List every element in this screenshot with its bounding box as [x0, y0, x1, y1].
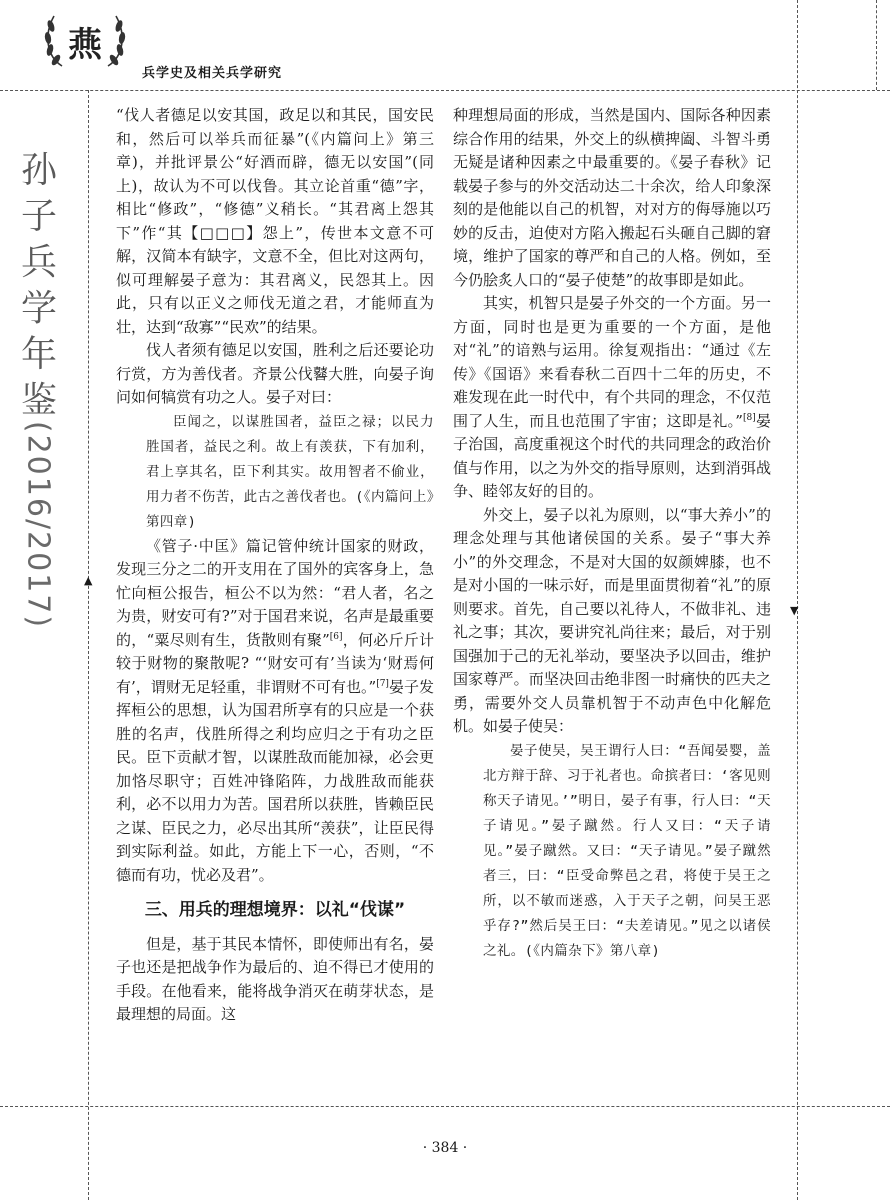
footnote-ref: [6] [329, 631, 343, 642]
footnote-ref: [8] [742, 412, 756, 423]
paragraph: 但是，基于其民本情怀，即使师出有名，晏子也还是把战争作为最后的、迫不得已才使用的手段。在他看来，能将战争消灭在萌芽状态，是最理想的局面。这 [116, 934, 434, 1023]
yearbook-year: (2016/2017) [20, 420, 56, 630]
right-margin-rule [797, 0, 798, 1200]
right-column [453, 104, 771, 964]
page-number: · 384 · [422, 1140, 468, 1156]
up-triangle-icon: ▲ [84, 574, 93, 587]
paragraph: 外交上，晏子以礼为原则，以“事大养小”的理念处理与其他诸侯国的关系。晏子“事大养小”的外交理念，不是对大国的奴颜婢膝，也不是对小国的一味示好，而是里面贯彻着“礼”的原则要求。首先，自己要以礼待人，不做非礼、违礼之事；其次，要讲究礼尚往来；最后，对于别国强加于己的无礼举动，要坚决予以回击，维护国家尊严。而坚决回击绝非图一时痛快的匹夫之勇，需要外交人员靠机智于不动声色中化解危机。如晏子使吴： [453, 505, 771, 735]
bottom-rule [0, 1106, 890, 1107]
paragraph: 《管子·中匡》篇记管仲统计国家的财政，发现三分之二的开支用在了国外的宾客身上，急忙向桓公报告，桓公不以为然：“君人者，名之为贵，财安可有?”对于国君来说，名声是最重要的，“粟尽则有生，货散则有聚”[6]，何必斤斤计较于财物的聚散呢? “‘财安可有’当读为‘财焉何有’，谓财无足轻重，非谓财不可有也。”[7]晏子发挥桓公的思想，认为国君所享有的只应是一个获胜的名声，伐胜所得之利均应归之于有功之臣民。臣下贡献才智，以谋胜敌而能加禄，必会更加恪尽职守；百姓冲锋陷阵，力战胜敌而能获利，必不以用力为苦。国君所以获胜，皆赖臣民之谋、臣民之力，必尽出其所“羡获”，让臣民得到实际利益。如此，方能上下一心，否则，“不德而有功，忧必及君”。 [116, 536, 434, 884]
paragraph: 其实，机智只是晏子外交的一个方面。另一方面，同时也是更为重要的一个方面，是他对“礼”的谙熟与运用。徐复观指出：“通过《左传》《国语》来看春秋二百四十二年的历史，不难发现在此一时代中，有个共同的理念，不仅范围了人生，而且也范围了宇宙；这即是礼。”[8]晏子治国，高度重视这个时代的共同理念的政治价值与作用，以之为外交的指导原则，达到消弭战争、睦邻友好的目的。 [453, 294, 771, 500]
svg-text:燕: 燕 [68, 25, 102, 65]
section-heading: 三、用兵的理想境界：以礼“伐谋” [144, 900, 406, 920]
yearbook-logo [40, 6, 130, 76]
left-margin-rule [88, 90, 89, 1200]
block-quote: 臣闻之，以谋胜国者，益臣之禄；以民力胜国者，益民之利。故上有羡获，下有加利，君上享其名，臣下利其实。故用智者不偷业，用力者不伤苦，此古之善伐者也。(《内篇问上》第四章) [146, 413, 434, 530]
down-triangle-icon: ▼ [790, 604, 799, 617]
top-rule [0, 90, 890, 91]
paragraph: 伐人者须有德足以安国，胜利之后还要论功行赏，方为善伐者。齐景公伐鼛大胜，向晏子询问如何犒赏有功之人。晏子对曰： [116, 341, 434, 406]
series-title: 兵学史及相关兵学研究 [142, 66, 283, 81]
paragraph: “伐人者德足以安其国，政足以和其民，国安民和，然后可以举兵而征暴”(《内篇问上》第三章)，并批评景公“好酒而辟，德无以安国”(同上)，故认为不可以伐鲁。其立论首重“德”字，相比“修政”，“修德”义稍长。“其君离上怨其下”作“其【□□□】怨上”，传世本文意不可解，汉简本有缺字，文意不全，但比对这两句，似可理解晏子意为：其君离义，民怨其上。因此，只有以正义之师伐无道之君，才能师直为壮，达到“敌寡”“民欢”的结果。 [116, 106, 434, 336]
paragraph: 种理想局面的形成，当然是国内、国际各种因素综合作用的结果，外交上的纵横捭阖、斗智斗勇无疑是诸种因素之中最重要的。《晏子春秋》记载晏子参与的外交活动达二十余次，给人印象深刻的是他能以自己的机智，对对方的侮辱施以巧妙的反击，迫使对方陷入搬起石头砸自己脚的窘境，维护了国家的尊严和自己的人格。例如，至今仍脍炙人口的“晏子使楚”的故事即是如此。 [453, 106, 771, 289]
block-quote: 晏子使吴，吴王谓行人曰：“吾闻晏婴，盖北方辩于辞、习于礼者也。命摈者曰：‘客见则称天子请见。’”明日，晏子有事，行人曰：“天子请见。”晏子蹴然。行人又曰：“天子请见。”晏子蹴然。又曰：“天子请见。”晏子蹴然者三，曰：“臣受命弊邑之君，将使于吴王之所，以不敏而迷惑，入于天子之朝，问吴王恶乎存?”然后吴王曰：“夫差请见。”见之以诸侯之礼。(《内篇杂下》第八章) [483, 742, 771, 959]
footnote-ref: [7] [376, 678, 389, 689]
far-right-rule [876, 0, 877, 90]
yearbook-title: 孙 子 兵 学 年 鉴 [20, 150, 57, 421]
left-column [116, 104, 434, 1027]
